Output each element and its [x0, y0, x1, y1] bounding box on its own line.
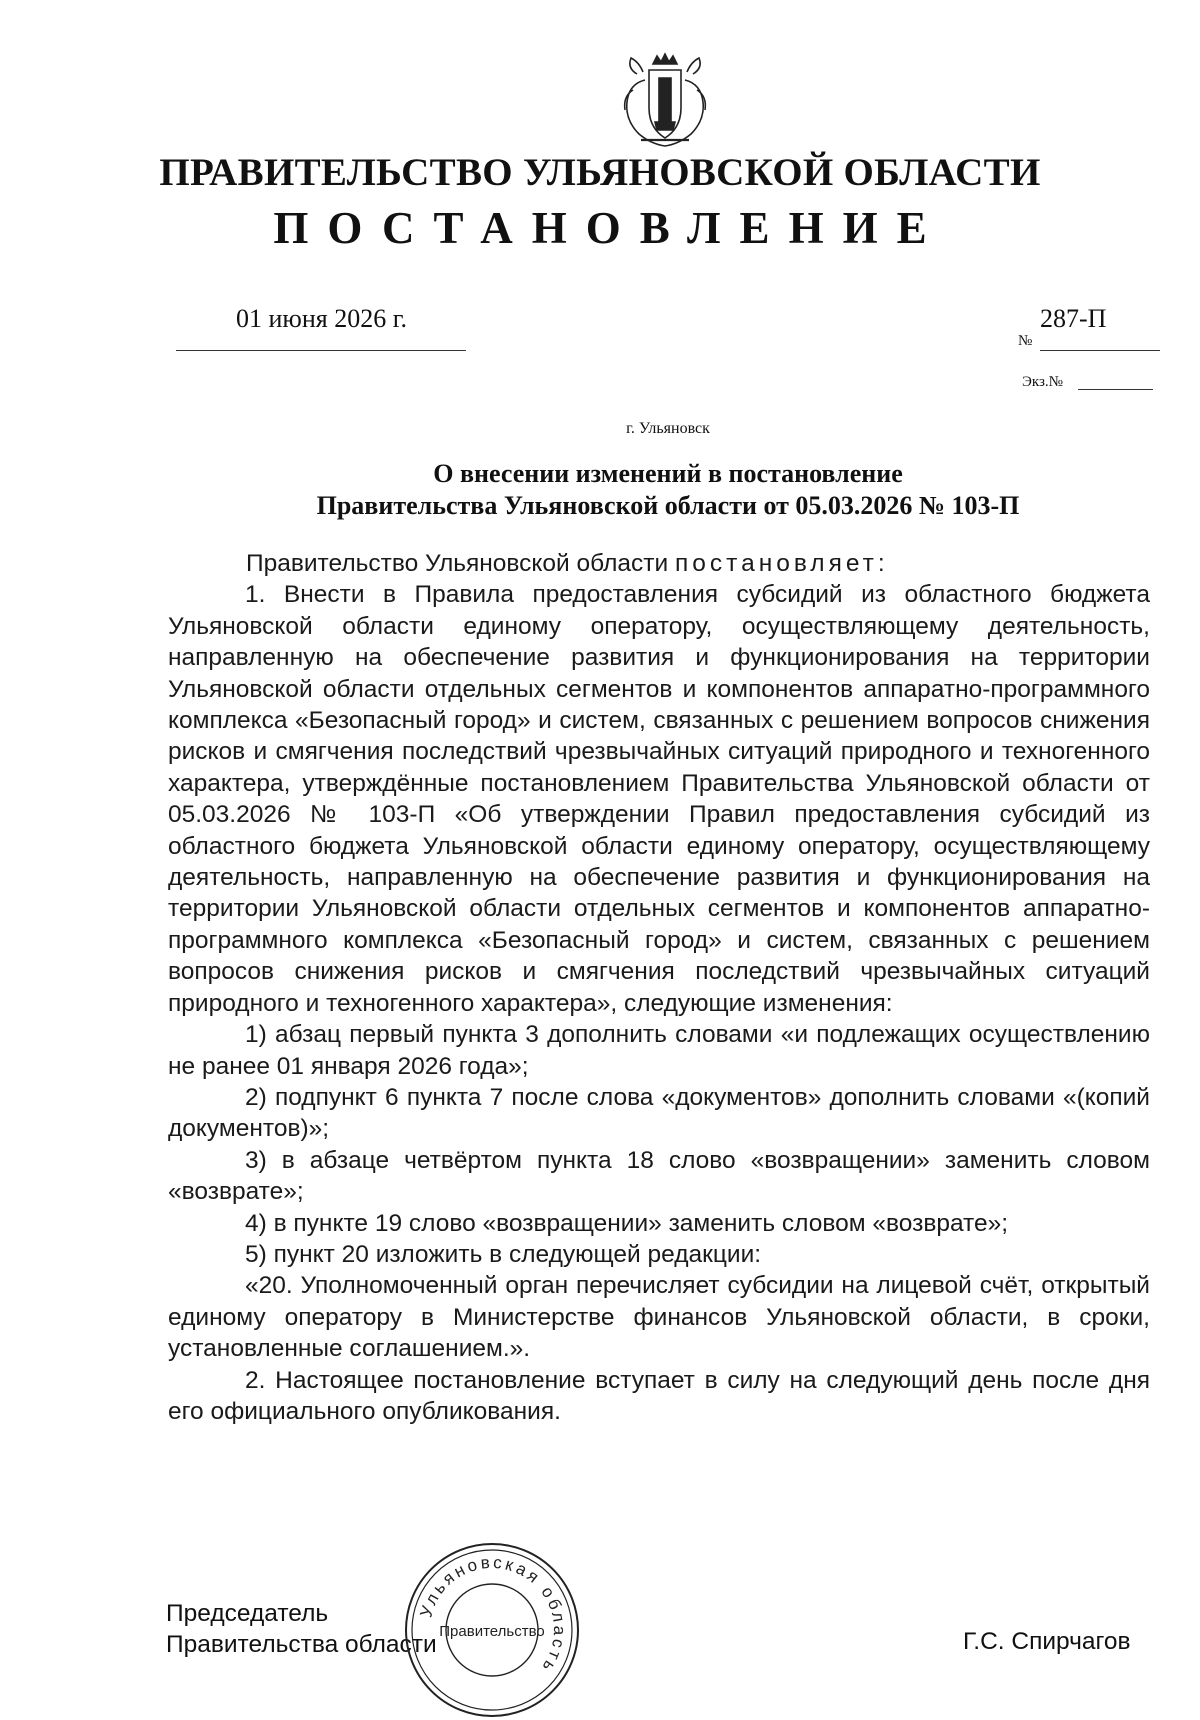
organization-title: ПРАВИТЕЛЬСТВО УЛЬЯНОВСКОЙ ОБЛАСТИ: [159, 151, 1041, 194]
signatory-name: Г.С. Спирчагов: [963, 1628, 1131, 1655]
document-type: ПОСТАНОВЛЕНИЕ: [273, 203, 946, 253]
coat-of-arms-icon: [615, 50, 715, 152]
signatory-position: [166, 1598, 437, 1660]
position-line-1: Председатель: [166, 1600, 329, 1627]
seal-ring-text: Ульяновская область: [416, 1552, 570, 1678]
city: г. Ульяновск: [626, 420, 710, 437]
copy-label: Экз.№: [1022, 374, 1063, 390]
intro-verb: постановляет:: [674, 550, 889, 577]
document-date: 01 июня 2026 г.: [236, 304, 407, 333]
document-number: 287-П: [1040, 304, 1107, 333]
official-seal-icon: [402, 1540, 582, 1720]
seal-center-text: Правительство: [439, 1623, 545, 1640]
subitem-3: 3) в абзаце четвёртом пункта 18 слово «возвращении» заменить словом «возврате»;: [168, 1146, 1150, 1206]
subitem-2: 2) подпункт 6 пункта 7 после слова «документов» дополнить словами «(копий документов)»;: [168, 1083, 1150, 1143]
intro-paragraph: [168, 548, 1150, 579]
subject-line-2: Правительства Ульяновской области от 05.03.2026 № 103-П: [316, 491, 1020, 520]
copy-underline: [1078, 389, 1153, 390]
subitem-4: 4) в пункте 19 слово «возвращении» заменить словом «возврате»;: [245, 1209, 1009, 1237]
position-line-2: Правительства области: [166, 1631, 437, 1658]
quoted-item-20: «20. Уполномоченный орган перечисляет субсидии на лицевой счёт, открытый единому оператору в Министерстве финансов Ульяновской области, в сроки, установленные соглашением.».: [168, 1272, 1150, 1363]
subitem-5: 5) пункт 20 изложить в следующей редакции:: [245, 1240, 762, 1268]
subject-line-1: О внесении изменений в постановление: [433, 459, 903, 488]
intro-prefix: Правительство Ульяновской области: [246, 550, 669, 577]
document-body: [168, 548, 1150, 1427]
paragraph-2: 2. Настоящее постановление вступает в силу на следующий день после дня его официального опубликования.: [168, 1366, 1150, 1425]
paragraph-1: 1. Внести в Правила предоставления субсидий из областного бюджета Ульяновской области единому оператору, осуществляющему деятельность, направленную на обеспечение развития и функционирования на территории Ульяновской области отдельных сегментов и компонентов аппаратно-программного комплекса «Безопасный город» и систем, связанных с решением вопросов снижения рисков и смягчения последствий чрезвычайных ситуаций природного и техногенного характера, утверждённые постановлением Правительства Ульяновской области от 05.03.2026 № 103-П «Об утверждении Правил предоставления субсидий из областного бюджета Ульяновской области единому оператору, осуществляющему деятельность, направленную на обеспечение развития и функционирования на территории Ульяновской области отдельных сегментов и компонентов аппаратно-программного комплекса «Безопасный город» и систем, связанных с решением вопросов снижения рисков и смягчения последствий чрезвычайных ситуаций природного и техногенного характера», следующие изменения:: [168, 581, 1150, 1017]
number-sign: №: [1018, 333, 1033, 349]
date-underline: [176, 350, 466, 351]
document-subject: [0, 458, 1200, 522]
number-underline: [1040, 350, 1160, 351]
subitem-1: 1) абзац первый пункта 3 дополнить словами «и подлежащих осуществлению не ранее 01 января 2026 года»;: [168, 1021, 1150, 1080]
